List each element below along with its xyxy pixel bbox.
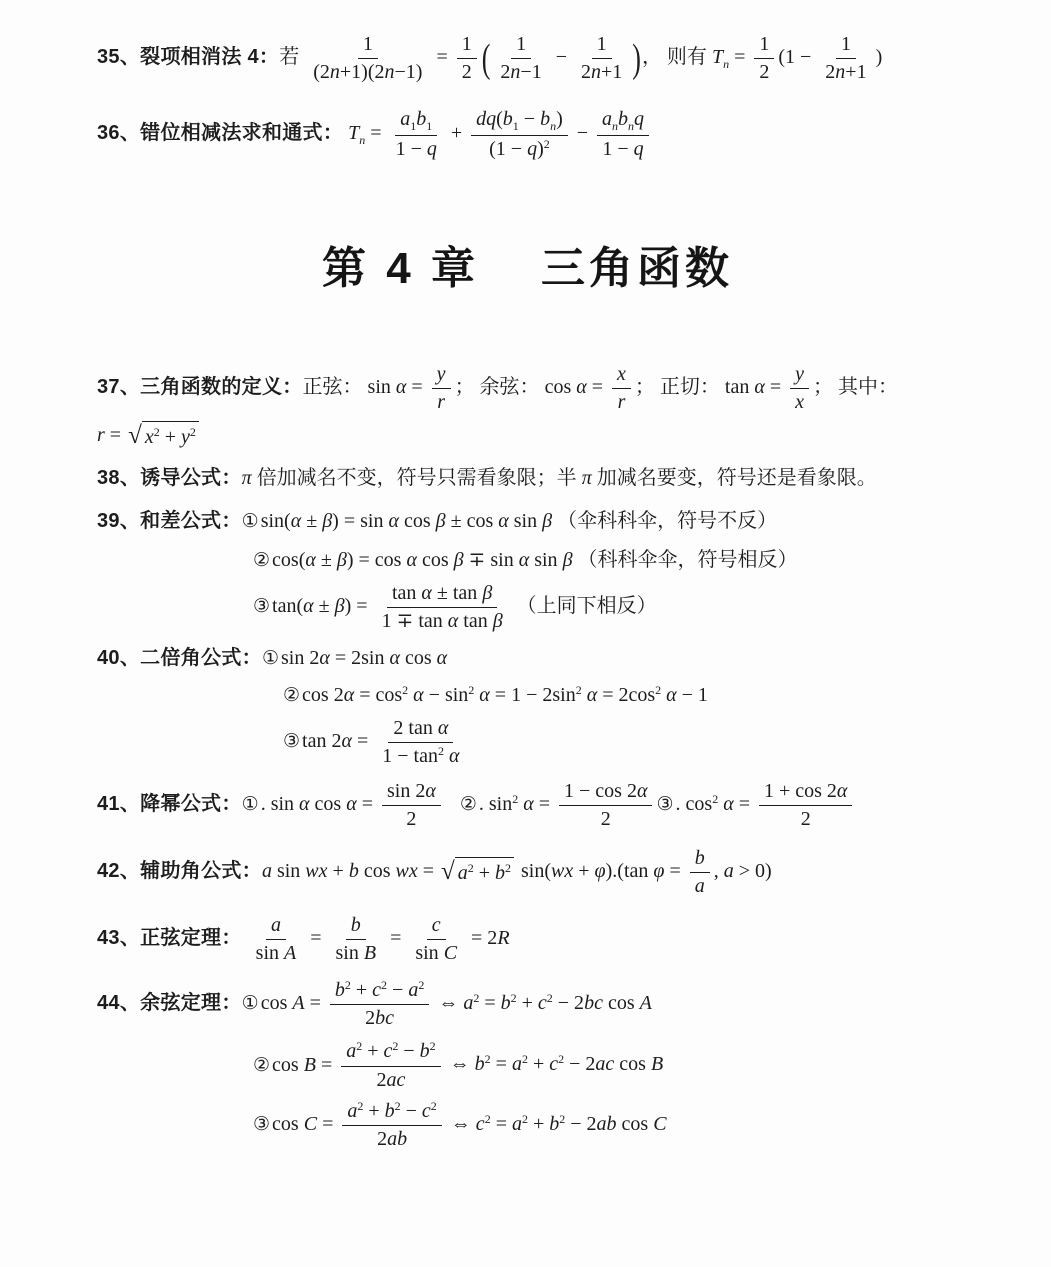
formula-44-law-of-cosines-1: 44、余弦定理：① cos A = $\frac{b^2 + c^2 - a^2}{2bc}$ ⇔ $a^2 = b^2 + c^2 - 2bc$ cos A	[97, 978, 652, 1030]
chapter-number: 第 4 章	[322, 243, 479, 293]
formula-41-power-reduction: 41、降幂公式：① . sin α cos α = $\frac{\sin 2\alpha}{2}$ ② . $\sin^2 \alpha$ = $\frac{1 - \cos 2\alpha}{2}$ ③ . $\cos^2 \alpha$ = $\frac{1 + \cos 2\alpha}{2}$	[97, 779, 1015, 832]
chapter-heading	[40, 232, 1015, 296]
formula-37-trig-definitions: 37、三角函数的定义：正弦： sin α = $\frac{y}{r}$ ； 余弦： cos α = $\frac{x}{r}$ ； 正切： tan α = $\frac{y}{x}$ ； 其中：	[97, 362, 899, 413]
formula-39-sum-difference-2: ② cos(α ± β) = cos α cos β ∓ sin α sin β （科科伞伞，符号相反）	[253, 548, 798, 571]
formula-36-dislocation-subtraction: 36、错位相减法求和通式： $T_n$ = $\frac{a_1b_1}{1 - q}$ + $\frac{dq(b_1 - b_n)}{(1 - q)^2}$ − $\frac{a_nb_nq}{1 - q}$	[97, 107, 1015, 162]
formula-37-radius: r = √ $x^2 + y^2$	[97, 421, 1015, 452]
formula-39-sum-difference-1: 39、和差公式：① sin(α ± β) = sin α cos β ± cos α sin β （伞科科伞，符号不反）	[97, 509, 778, 532]
formula-42-auxiliary-angle: 42、辅助角公式：a sin wx + b cos wx = √ $a^2 + b^2$ sin(wx + φ).(tan φ = $\frac{b}{a}$ , a > 0)	[97, 847, 772, 898]
formula-44-law-of-cosines-3: ③ cos C = $\frac{a^2 + b^2 - c^2}{2ab}$ ⇔ $c^2 = a^2 + b^2 - 2ab$ cos C	[253, 1098, 667, 1150]
formula-35-split-term-cancellation: 35、裂项相消法 4：若 $\frac{1}{(2n+1)(2n-1)}$ = $\frac{1}{2}$ ( $\frac{1}{2n-1}$ − $\frac{1}{2n+1}$ )， 则有 $T_n$ = $\frac{1}{2}$ (1 − $\frac{1}{2n+1}$ )	[97, 33, 883, 83]
chapter-title: 三角函数	[540, 243, 733, 293]
formula-44-law-of-cosines-2: ② cos B = $\frac{a^2 + c^2 - b^2}{2ac}$ ⇔ $b^2 = a^2 + c^2 - 2ac$ cos B	[253, 1039, 664, 1091]
formula-43-law-of-sines: 43、正弦定理： $\frac{a}{\text{sin A}}$ = $\frac{b}{\text{sin B}}$ = $\frac{c}{\text{sin C}}$ = 2R	[97, 914, 510, 965]
formula-39-sum-difference-3: ③ tan(α ± β) = $\frac{\text{tan α ± tan β}}{\text{1 ∓ tan α tan β}}$ （上同下相反）	[253, 581, 657, 632]
formula-40-double-angle-1: 40、二倍角公式：① sin 2α = 2sin α cos α	[97, 646, 448, 669]
formula-40-double-angle-3: ③ tan 2α = $\frac{\text{2 tan α}}{1 - \tan^2 \alpha}$	[283, 716, 460, 768]
formula-38-induction: 38、诱导公式：π 倍加减名不变，符号只需看象限；半 π 加减名要变，符号还是看象限。	[97, 466, 877, 489]
formula-40-double-angle-2: ② $\cos 2\alpha = \cos^2 \alpha - \sin^2 \alpha = 1 - 2\sin^2$ $\alpha = 2\cos^2$ α − 1	[283, 682, 708, 706]
